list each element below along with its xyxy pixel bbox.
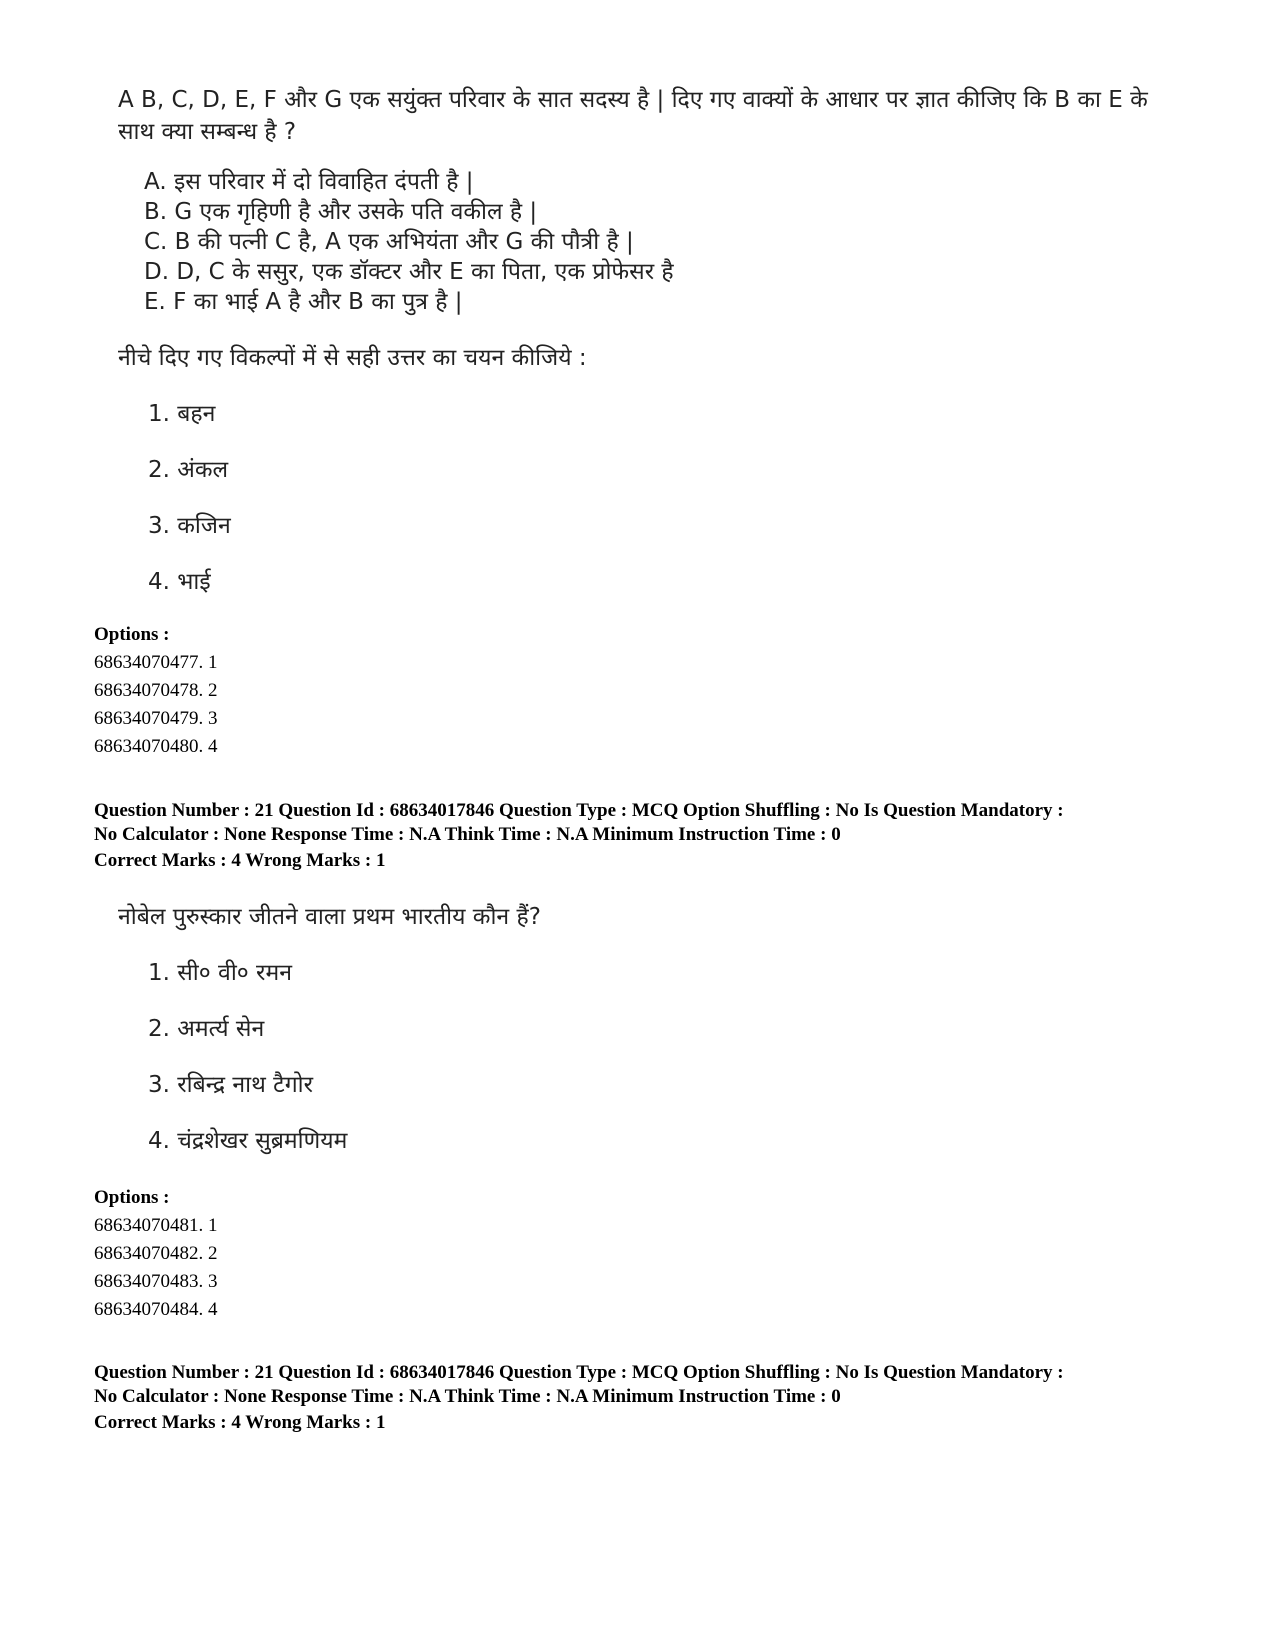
condition-item: B. G एक गृहिणी है और उसके पति वकील है |: [144, 199, 538, 225]
answer-choice: 4. भाई: [148, 569, 211, 595]
options-label: Options :: [94, 624, 170, 645]
question-meta-line: No Calculator : None Response Time : N.A Think Time : N.A Minimum Instruction Time : 0: [94, 824, 841, 845]
option-id-line: 68634070481. 1: [94, 1215, 218, 1236]
condition-item: D. D, C के ससुर, एक डॉक्टर और E का पिता, एक प्रोफेसर है: [144, 259, 674, 285]
condition-item: E. F का भाई A है और B का पुत्र है |: [144, 289, 463, 315]
answer-choice: 3. कजिन: [148, 513, 231, 539]
answer-choice: 1. बहन: [148, 401, 216, 427]
option-id-line: 68634070478. 2: [94, 680, 218, 701]
option-id-line: 68634070480. 4: [94, 736, 218, 757]
answer-choice: 1. सी० वी० रमन: [148, 960, 292, 986]
option-id-line: 68634070484. 4: [94, 1299, 218, 1320]
answer-choice: 4. चंद्रशेखर सुब्रमणियम: [148, 1128, 348, 1154]
marks-line: Correct Marks : 4 Wrong Marks : 1: [94, 1412, 386, 1433]
question-meta-line: No Calculator : None Response Time : N.A Think Time : N.A Minimum Instruction Time : 0: [94, 1386, 841, 1407]
answer-choice: 2. अंकल: [148, 457, 229, 483]
question-meta: [94, 1361, 1204, 1409]
condition-list: [144, 167, 674, 317]
question-stem: A B, C, D, E, F और G एक सयुंक्त परिवार के सात सदस्य है | दिए गए वाक्यों के आधार पर ज्ञात कीजिए कि B का E के साथ क्या सम्बन्ध है ?: [118, 87, 1148, 145]
options-label: Options :: [94, 1187, 170, 1208]
answer-choice: 2. अमर्त्य सेन: [148, 1016, 265, 1042]
option-id-line: 68634070482. 2: [94, 1243, 218, 1264]
option-id-line: 68634070479. 3: [94, 708, 218, 729]
marks-line: Correct Marks : 4 Wrong Marks : 1: [94, 850, 386, 871]
instruction-text: नीचे दिए गए विकल्पों में से सही उत्तर का चयन कीजिये :: [118, 345, 587, 371]
answer-choice: 3. रबिन्द्र नाथ टैगोर: [148, 1072, 314, 1098]
question-meta-line: Question Number : 21 Question Id : 68634017846 Question Type : MCQ Option Shuffling : No Is Question Mandatory :: [94, 800, 1064, 821]
option-id-line: 68634070483. 3: [94, 1271, 218, 1292]
question-stem: नोबेल पुरुस्कार जीतने वाला प्रथम भारतीय कौन हैं?: [118, 904, 541, 930]
question-meta-line: Question Number : 21 Question Id : 68634017846 Question Type : MCQ Option Shuffling : No Is Question Mandatory :: [94, 1362, 1064, 1383]
option-id-line: 68634070477. 1: [94, 652, 218, 673]
condition-item: C. B की पत्नी C है, A एक अभियंता और G की पौत्री है |: [144, 229, 634, 255]
question-meta: [94, 799, 1204, 847]
condition-item: A. इस परिवार में दो विवाहित दंपती है |: [144, 169, 474, 195]
